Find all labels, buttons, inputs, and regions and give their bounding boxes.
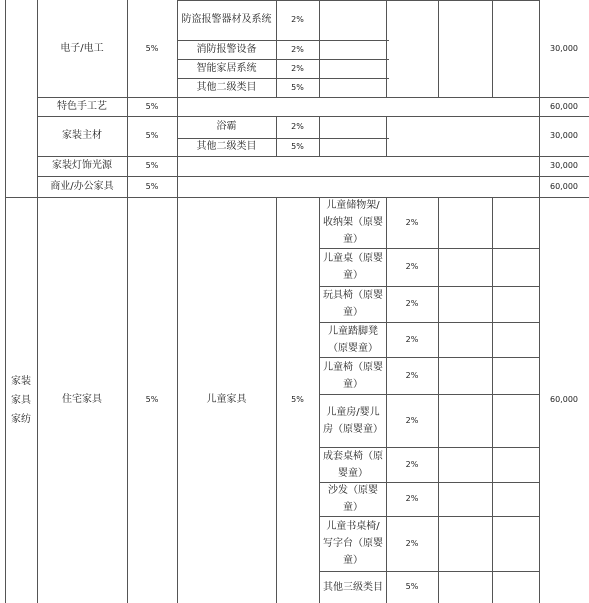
- office-deposit: 60,000: [550, 181, 578, 191]
- grid-line: [6, 197, 589, 198]
- electronics-sub-3-rate: 2%: [291, 63, 304, 73]
- grid-line: [320, 357, 539, 358]
- grid-line: [386, 0, 387, 97]
- grid-line: [37, 156, 589, 157]
- crafts-deposit: 60,000: [550, 101, 578, 111]
- grid-line: [320, 571, 539, 572]
- electronics-name: 电子/电工: [60, 42, 104, 54]
- lighting-rate: 5%: [145, 161, 159, 170]
- third-4-name: 儿童踏脚凳（原婴童）: [328, 325, 378, 354]
- grid-line: [37, 116, 589, 117]
- third-2-rate: 2%: [405, 262, 419, 271]
- electronics-sub-1-rate: 2%: [291, 15, 304, 24]
- grid-line: [319, 197, 320, 603]
- grid-line: [177, 0, 178, 603]
- third-10-name: 其他三级类目: [323, 581, 383, 593]
- grid-line: [177, 78, 389, 79]
- third-1-rate: 2%: [405, 217, 419, 227]
- grid-line: [177, 0, 539, 1]
- materials-sub-2-name: 其他二级类目: [196, 141, 257, 152]
- electronics-rate: 5%: [145, 43, 159, 53]
- materials-name: 家装主材: [62, 130, 102, 141]
- third-10-rate: 5%: [405, 582, 419, 591]
- grid-line: [319, 0, 320, 97]
- grid-line: [37, 0, 38, 603]
- grid-line: [320, 286, 539, 287]
- third-2-name: 儿童桌（原婴童）: [323, 253, 383, 281]
- office-name: 商业/办公家具: [50, 180, 114, 192]
- third-9-rate: 2%: [405, 538, 419, 548]
- grid-line: [5, 0, 6, 603]
- grid-line: [177, 138, 389, 139]
- electronics-rate-cell: [127, 0, 177, 97]
- electronics-sub-1-name: 防盗报警器材及系统: [181, 14, 272, 25]
- grid-line: [438, 197, 439, 603]
- third-8-rate: 2%: [405, 494, 419, 503]
- materials-sub-1-name: 浴霸: [216, 121, 237, 132]
- electronics-name-cell: [37, 0, 127, 97]
- grid-line: [276, 116, 277, 156]
- third-5-rate: 2%: [405, 370, 419, 380]
- grid-line: [320, 394, 539, 395]
- grid-line: [386, 116, 387, 156]
- residential-sub-rate: 5%: [291, 395, 304, 404]
- grid-line: [127, 0, 128, 603]
- top-category-cell: [6, 197, 36, 603]
- lighting-deposit: 30,000: [550, 161, 578, 170]
- grid-line: [37, 97, 589, 98]
- third-8-name: 沙发（原婴童）: [328, 485, 378, 513]
- third-3-rate: 2%: [405, 299, 419, 308]
- electronics-sub-4-rate: 5%: [291, 82, 304, 92]
- grid-line: [492, 197, 493, 603]
- grid-line: [386, 197, 387, 603]
- electronics-deposit: 30,000: [550, 43, 578, 53]
- third-9-name: 儿童书桌椅/写字台（原婴童）: [323, 521, 383, 566]
- materials-sub-1-rate: 2%: [291, 122, 304, 131]
- grid-line: [276, 197, 277, 603]
- grid-line: [320, 248, 539, 249]
- grid-line: [37, 176, 589, 177]
- third-7-name: 成套桌椅（原婴童）: [323, 450, 383, 479]
- residential-sub-name: 儿童家具: [206, 394, 247, 405]
- third-1-name: 儿童储物架/收纳架（原婴童）: [323, 200, 383, 245]
- electronics-sub-2-name: 消防报警设备: [196, 43, 257, 55]
- lighting-name: 家装灯饰光源: [52, 160, 112, 171]
- residential-deposit: 60,000: [550, 395, 578, 404]
- residential-rate: 5%: [145, 395, 159, 404]
- grid-line: [177, 59, 389, 60]
- grid-line: [438, 0, 439, 97]
- materials-rate: 5%: [145, 131, 159, 140]
- crafts-rate: 5%: [145, 101, 159, 111]
- third-6-rate: 2%: [405, 415, 419, 425]
- third-6-name: 儿童房/婴儿房（原婴童）: [323, 406, 383, 435]
- top-category-label: 家装家具家纺: [11, 375, 31, 425]
- grid-line: [177, 40, 389, 41]
- third-3-name: 玩具椅（原婴童）: [323, 290, 383, 318]
- grid-line: [320, 482, 539, 483]
- grid-line: [320, 322, 539, 323]
- grid-line: [539, 0, 540, 603]
- grid-line: [276, 0, 277, 97]
- materials-deposit: 30,000: [550, 131, 578, 140]
- third-4-rate: 2%: [405, 334, 419, 344]
- office-rate: 5%: [145, 181, 159, 191]
- materials-sub-2-rate: 5%: [291, 142, 304, 151]
- electronics-sub-2-rate: 2%: [291, 44, 304, 54]
- third-7-rate: 2%: [405, 459, 419, 469]
- crafts-name: 特色手工艺: [57, 100, 107, 112]
- grid-line: [319, 116, 320, 156]
- electronics-sub-3-name: 智能家居系统: [196, 62, 257, 74]
- grid-line: [320, 447, 539, 448]
- third-5-name: 儿童椅（原婴童）: [323, 361, 383, 390]
- grid-line: [492, 0, 493, 97]
- grid-line: [320, 516, 539, 517]
- electronics-sub-4-name: 其他二级类目: [196, 81, 257, 93]
- residential-name: 住宅家具: [62, 394, 102, 405]
